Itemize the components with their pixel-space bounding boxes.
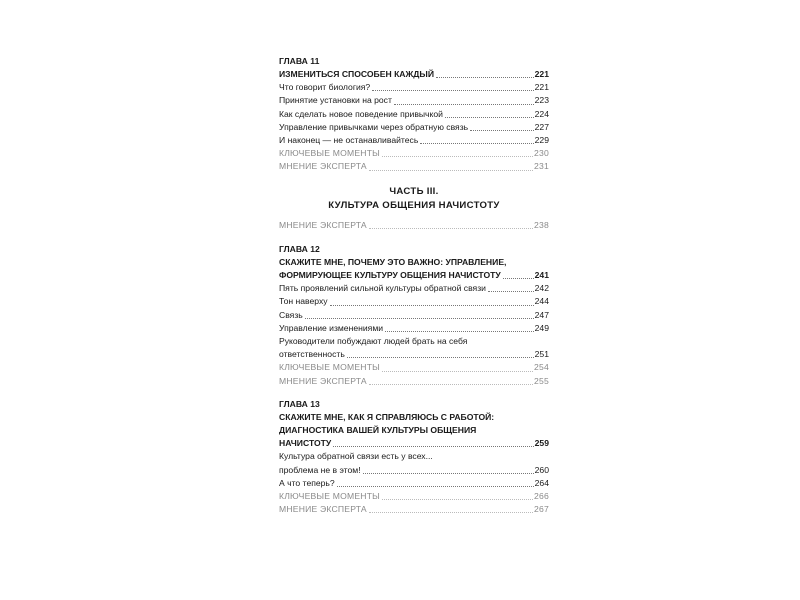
chapter-12-section [279,243,549,388]
toc-entry-multiline[interactable] [279,450,549,476]
entry-last-line [279,348,549,361]
toc-entry[interactable] [279,121,549,134]
chapter-title-entry[interactable] [279,68,549,81]
toc-entry-key-points[interactable] [279,361,549,374]
page-number: 266 [534,491,549,502]
dot-leader [369,170,533,171]
entry-title: Связь [279,309,303,320]
dot-leader [305,318,534,319]
page-number: 224 [534,108,549,119]
entry-title: ответственность [279,349,345,360]
dot-leader [436,77,534,78]
dot-leader [333,446,533,447]
toc-entry-expert-opinion[interactable] [279,503,549,516]
chapter-title: НАЧИСТОТУ [279,438,332,449]
dot-leader [382,371,533,372]
entry-title: Управление привычками через обратную связь [279,121,469,132]
part-3-section [279,185,549,232]
dot-leader [445,117,534,118]
page-number: 260 [534,464,549,475]
page-number: 247 [534,309,549,320]
dot-leader [420,143,533,144]
dot-leader [470,130,534,131]
dot-leader [369,384,533,385]
chapter-label: ГЛАВА 12 [279,243,320,254]
chapter-title-line: СКАЖИТЕ МНЕ, ПОЧЕМУ ЭТО ВАЖНО: УПРАВЛЕНИЕ, [279,256,507,267]
dot-leader [337,486,534,487]
entry-title: Как сделать новое поведение привычкой [279,108,443,119]
entry-title: Что говорит биология? [279,82,371,93]
entry-title: КЛЮЧЕВЫЕ МОМЕНТЫ [279,362,380,373]
entry-first-line [279,335,549,348]
toc-entry[interactable] [279,94,549,107]
chapter-title-line: ДИАГНОСТИКА ВАШЕЙ КУЛЬТУРЫ ОБЩЕНИЯ [279,425,477,436]
entry-title: Тон наверху [279,296,328,307]
page-number: 230 [534,148,549,159]
chapter-label: ГЛАВА 13 [279,398,320,409]
page-number: 231 [534,161,549,172]
chapter-title: ИЗМЕНИТЬСЯ СПОСОБЕН КАЖДЫЙ [279,69,434,79]
dot-leader [369,228,533,229]
chapter-title: ФОРМИРУЮЩЕЕ КУЛЬТУРУ ОБЩЕНИЯ НАЧИСТОТУ [279,270,501,281]
page-number: 244 [534,296,549,307]
entry-first-line [279,450,549,463]
entry-title: МНЕНИЕ ЭКСПЕРТА [279,504,367,515]
dot-leader [369,512,533,513]
dot-leader [363,473,534,474]
entry-title: МНЕНИЕ ЭКСПЕРТА [279,219,367,230]
chapter-title-line: СКАЖИТЕ МНЕ, КАК Я СПРАВЛЯЮСЬ С РАБОТОЙ: [279,411,495,422]
toc-entry[interactable] [279,81,549,94]
toc-entry-key-points[interactable] [279,490,549,503]
toc-entry[interactable] [279,322,549,335]
entry-title: МНЕНИЕ ЭКСПЕРТА [279,375,367,386]
page-number: 223 [534,95,549,106]
page-number: 229 [534,135,549,146]
dot-leader [488,291,534,292]
page-number: 221 [534,82,549,93]
dot-leader [372,90,533,91]
toc-entry[interactable] [279,108,549,121]
toc-entry[interactable] [279,309,549,322]
page-number: 227 [534,121,549,132]
toc-entry-expert-opinion[interactable] [279,375,549,388]
page-number: 259 [534,438,549,449]
chapter-title-entry[interactable] [279,269,549,282]
entry-title: Принятие установки на рост [279,95,392,106]
page-number: 249 [534,322,549,333]
page-number: 251 [534,349,549,360]
toc-entry-expert-opinion[interactable] [279,219,549,232]
entry-title: КЛЮЧЕВЫЕ МОМЕНТЫ [279,491,380,502]
dot-leader [394,104,534,105]
entry-title: Управление изменениями [279,322,384,333]
page-number: 267 [534,504,549,515]
toc-entry-expert-opinion[interactable] [279,160,549,173]
dot-leader [330,305,534,306]
part-title: КУЛЬТУРА ОБЩЕНИЯ НАЧИСТОТУ [328,199,500,211]
toc-entry[interactable] [279,295,549,308]
page-number: 238 [534,219,549,230]
page-number: 241 [534,270,549,281]
table-of-contents [279,55,549,516]
toc-entry[interactable] [279,134,549,147]
entry-title: И наконец — не останавливайтесь [279,135,419,146]
entry-title: МНЕНИЕ ЭКСПЕРТА [279,161,367,172]
dot-leader [382,156,533,157]
toc-entry[interactable] [279,282,549,295]
page-number: 254 [534,362,549,373]
toc-entry-key-points[interactable] [279,147,549,160]
toc-entry-multiline[interactable] [279,335,549,361]
entry-title: проблема не в этом! [279,464,361,475]
page-number: 264 [534,477,549,488]
dot-leader [503,278,534,279]
chapter-title-entry[interactable] [279,437,549,450]
entry-title: Культура обратной связи есть у всех... [279,451,433,462]
dot-leader [385,331,534,332]
entry-title: КЛЮЧЕВЫЕ МОМЕНТЫ [279,148,380,159]
page-number: 255 [534,375,549,386]
part-number: ЧАСТЬ III. [389,185,439,197]
entry-title: А что теперь? [279,477,335,488]
page-number: 221 [534,69,549,79]
toc-entry[interactable] [279,477,549,490]
chapter-13-section [279,398,549,517]
entry-last-line [279,464,549,477]
chapter-11-section [279,55,549,174]
entry-title: Пять проявлений сильной культуры обратной связи [279,283,486,294]
dot-leader [347,357,534,358]
dot-leader [382,499,533,500]
page-number: 242 [534,283,549,294]
entry-title: Руководители побуждают людей брать на себя [279,336,468,347]
chapter-label: ГЛАВА 11 [279,56,320,66]
